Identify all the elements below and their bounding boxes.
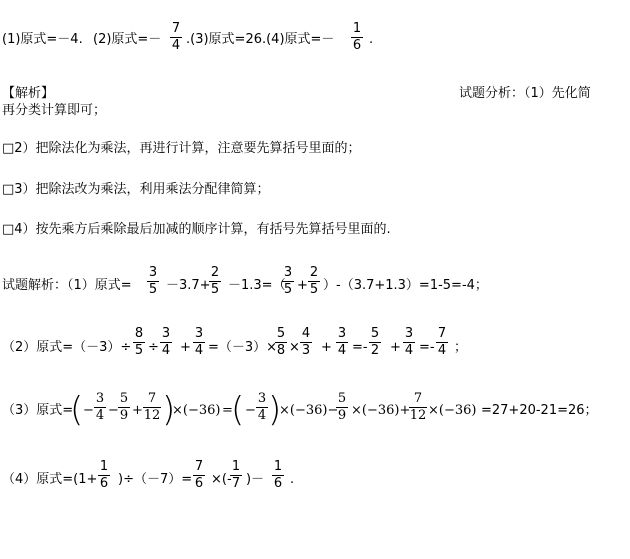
expression-end: .: [290, 472, 295, 487]
fraction: 3 4: [95, 391, 105, 423]
fraction: 2 5: [210, 265, 220, 297]
expression-text: =（－3）×: [208, 340, 278, 355]
expression-text: －3.7+: [166, 278, 211, 293]
answer-fraction-4: 1 6: [352, 21, 362, 53]
answer-part-2: (2)原式=－: [93, 32, 162, 47]
fraction: 5 2: [370, 326, 380, 358]
fraction: 7 6: [194, 459, 204, 491]
equals-sign: =: [222, 403, 233, 418]
divide-sign: ÷: [148, 340, 159, 355]
expression-end: =27+20-21=26；: [481, 403, 598, 418]
answer-fraction-2: 7 4: [171, 21, 181, 53]
left-paren: (: [231, 390, 245, 430]
plus-sign: +: [180, 340, 191, 355]
plus-sign: +: [132, 403, 143, 418]
analysis-step-3: □3）把除法改为乘法，利用乘法分配律简算；: [2, 182, 270, 197]
fraction: 7 12: [143, 391, 161, 423]
fraction: 3 4: [194, 326, 204, 358]
expression-text: ×(−36): [172, 403, 221, 418]
times-sign: ×: [289, 340, 300, 355]
fraction: 5 8: [276, 326, 286, 358]
expression-text: ）-（3.7+1.3）=1-5=-4；: [323, 278, 488, 293]
analysis-step-4: □4）按先乘方后乘除最后加减的顺序计算，有括号先算括号里面的.: [2, 222, 391, 237]
fraction: 7 4: [437, 326, 447, 358]
plus-sign: +: [390, 340, 401, 355]
fraction: 3 4: [257, 391, 267, 423]
fraction: 5 9: [119, 391, 129, 423]
plus-sign: +: [321, 340, 332, 355]
fraction: 3 4: [404, 326, 414, 358]
expression-text: )÷（－7）=: [118, 472, 193, 487]
answer-part-3: .(3)原式=26.(4)原式=－: [186, 32, 335, 47]
minus-sign: −: [83, 403, 94, 418]
minus-sign: −: [108, 403, 119, 418]
minus-sign: −: [245, 403, 256, 418]
fraction: 3 4: [337, 326, 347, 358]
fraction: 1 6: [99, 459, 109, 491]
expression-text: ×(-: [211, 472, 232, 487]
expression-text: )－: [246, 472, 265, 487]
fraction: 2 5: [309, 265, 319, 297]
expression-text: （2）原式=（－3）÷: [2, 340, 132, 355]
answer-end: .: [369, 32, 374, 47]
fraction: 1 7: [231, 459, 241, 491]
analysis-header: 【解析】: [2, 86, 55, 101]
answer-part-1: (1)原式=－4.: [2, 32, 83, 47]
expression-text: （4）原式=(1+: [2, 472, 98, 487]
right-paren: ): [268, 390, 282, 430]
fraction: 3 4: [161, 326, 171, 358]
fraction: 4 3: [301, 326, 311, 358]
fraction: 7 12: [409, 391, 427, 423]
analysis-intro: 试题分析：（1）先化简: [459, 86, 591, 101]
fraction: 8 5: [134, 326, 144, 358]
expression-end: ；: [454, 340, 468, 355]
fraction: 3 5: [148, 265, 158, 297]
right-paren: ): [162, 390, 176, 430]
expression-text: ×(−36): [428, 403, 477, 418]
equals-text: =-: [352, 340, 368, 355]
left-paren: (: [70, 390, 84, 430]
fraction: 3 5: [283, 265, 293, 297]
equals-text: =-: [419, 340, 435, 355]
plus-sign: +: [297, 278, 308, 293]
expression-text: －1.3=（: [228, 278, 286, 293]
expression-text: ×(−36)+: [351, 403, 411, 418]
solution-label: 试题解析：（1）原式=: [2, 278, 132, 293]
analysis-step-2: □2）把除法化为乘法，再进行计算，注意要先算括号里面的；: [2, 141, 361, 156]
expression-text: （3）原式=: [2, 403, 74, 418]
expression-text: ×(−36)−: [279, 403, 339, 418]
fraction: 1 6: [273, 459, 283, 491]
fraction: 5 9: [337, 391, 347, 423]
analysis-intro-continued: 再分类计算即可；: [2, 103, 107, 118]
